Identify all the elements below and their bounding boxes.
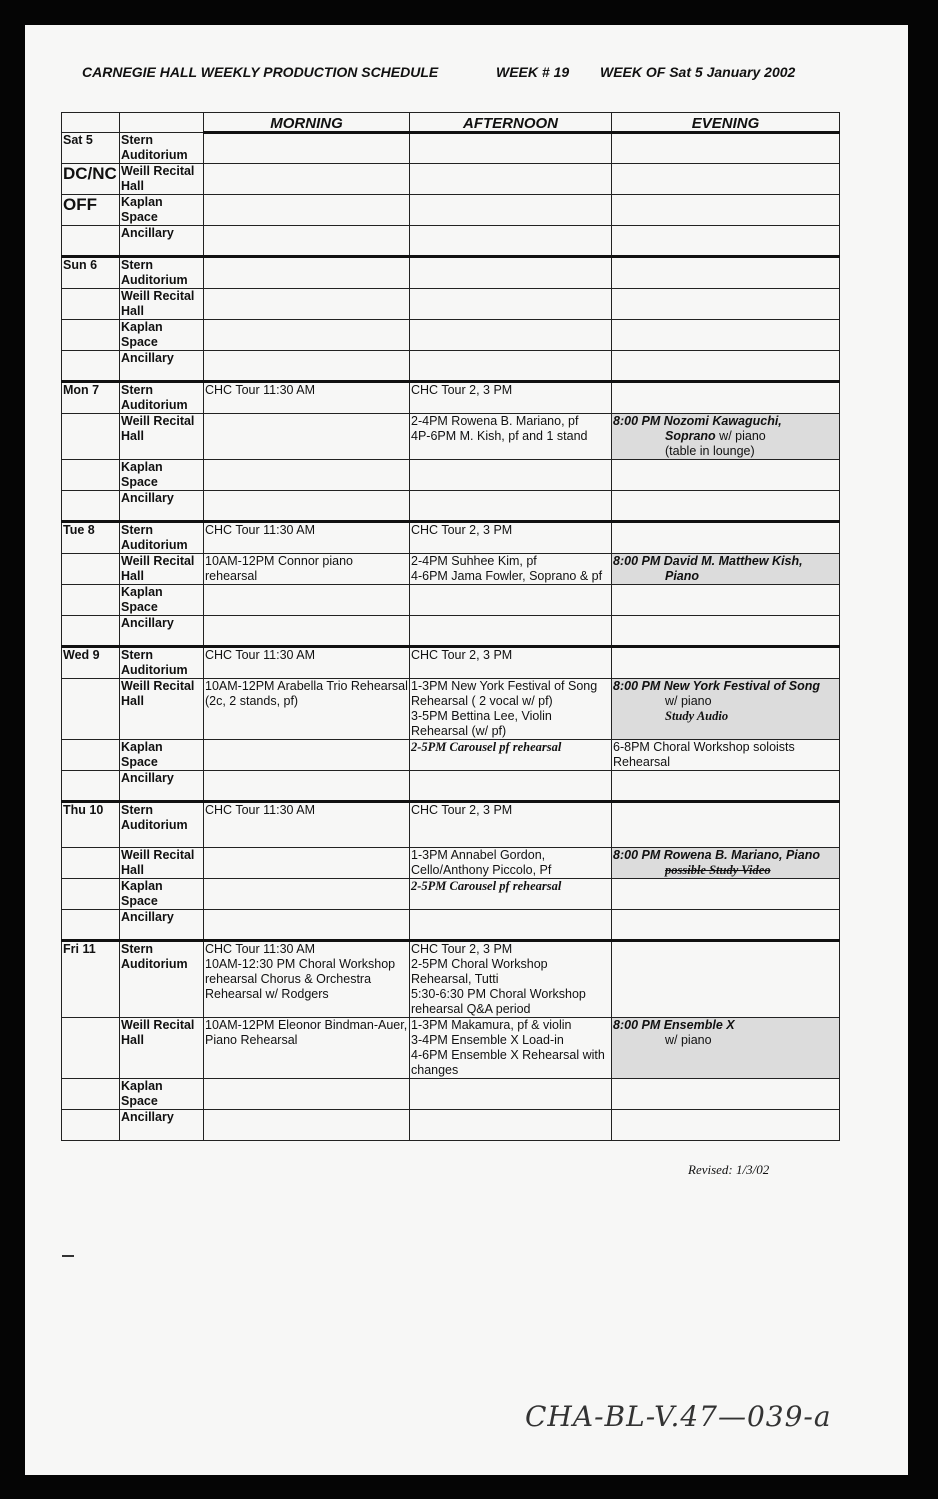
venue-label: Ancillary — [120, 771, 204, 802]
venue-label: Ancillary — [120, 910, 204, 941]
table-row — [62, 585, 840, 616]
venue-label: Ancillary — [120, 1110, 204, 1141]
venue-label: Weill Recital Hall — [120, 848, 204, 879]
schedule-entry: 2-5PM Carousel pf rehearsal — [410, 740, 612, 771]
week-number: WEEK # 19 — [496, 64, 570, 80]
schedule-entry: 4P-6PM M. Kish, pf and 1 stand — [411, 429, 588, 443]
venue-label: Kaplan Space — [120, 460, 204, 491]
evening-event-note: possible Study Video — [665, 863, 771, 877]
venue-label: Kaplan Space — [120, 320, 204, 351]
schedule-entry: CHC Tour 2, 3 PM — [410, 802, 612, 848]
day-note-dcnc: DC/NC — [63, 164, 117, 183]
column-evening: EVENING — [612, 113, 840, 133]
venue-label: Weill Recital Hall — [120, 289, 204, 320]
table-row — [62, 320, 840, 351]
evening-event-detail: w/ piano — [665, 694, 712, 708]
venue-label: Stern Auditorium — [120, 941, 204, 1018]
table-row — [62, 351, 840, 382]
margin-mark — [62, 1255, 74, 1257]
schedule-title: CARNEGIE HALL WEEKLY PRODUCTION SCHEDULE — [82, 64, 439, 80]
table-row — [62, 848, 840, 879]
table-row — [62, 257, 840, 289]
evening-event-title: 8:00 PM David M. Matthew Kish, — [613, 554, 803, 568]
evening-event-title: 8:00 PM Rowena B. Mariano, Piano — [613, 848, 820, 862]
column-afternoon: AFTERNOON — [410, 113, 612, 133]
schedule-entry: CHC Tour 11:30 AM — [204, 382, 410, 414]
venue-label: Weill Recital Hall — [120, 1018, 204, 1079]
table-row — [62, 941, 840, 1018]
archive-id-handwritten: CHA-BL-V.47—039-a — [525, 1400, 832, 1433]
table-row — [62, 289, 840, 320]
venue-label: Weill Recital Hall — [120, 414, 204, 460]
venue-label: Ancillary — [120, 491, 204, 522]
schedule-entry: CHC Tour 11:30 AM — [204, 522, 410, 554]
table-row — [62, 1079, 840, 1110]
schedule-entry: 6-8PM Choral Workshop soloists Rehearsal — [612, 740, 840, 771]
day-label: Sat 5 — [62, 133, 120, 164]
day-label: Thu 10 — [62, 802, 120, 848]
table-row — [62, 802, 840, 848]
table-row — [62, 616, 840, 647]
revision-date: Revised: 1/3/02 — [688, 1162, 770, 1177]
table-row — [62, 226, 840, 257]
schedule-entry: CHC Tour 2, 3 PM — [410, 522, 612, 554]
day-label: Fri 11 — [62, 941, 120, 1018]
day-note-off: OFF — [63, 195, 97, 214]
day-label: Sun 6 — [62, 257, 120, 289]
evening-event-detail: w/ piano — [665, 1033, 712, 1047]
schedule-entry: 4-6PM Jama Fowler, Soprano & pf — [411, 569, 603, 583]
venue-label: Weill Recital Hall — [120, 554, 204, 585]
venue-label: Weill Recital Hall — [120, 679, 204, 740]
schedule-entry: CHC Tour 2, 3 PM — [411, 942, 513, 956]
evening-event-note: (table in lounge) — [665, 444, 755, 458]
schedule-entry: 2-4PM Suhhee Kim, pf — [411, 554, 537, 568]
venue-label: Kaplan Space — [120, 1079, 204, 1110]
column-header-row — [62, 113, 840, 133]
schedule-entry: 2-4PM Rowena B. Mariano, pf — [411, 414, 579, 428]
evening-event-title: 8:00 PM Ensemble X — [613, 1018, 735, 1032]
day-label: Mon 7 — [62, 382, 120, 414]
evening-event-title: 8:00 PM Nozomi Kawaguchi, — [613, 414, 782, 428]
venue-label: Ancillary — [120, 226, 204, 257]
schedule-entry: 1-3PM New York Festival of Song Rehearsal ( 2 vocal w/ pf) — [411, 679, 598, 708]
schedule-entry: 3-4PM Ensemble X Load-in — [411, 1033, 564, 1047]
schedule-table — [61, 112, 840, 1141]
venue-label: Kaplan Space — [120, 879, 204, 910]
table-row — [62, 554, 840, 585]
schedule-entry: 3-5PM Bettina Lee, Violin Rehearsal (w/ pf) — [411, 709, 552, 738]
day-label: Wed 9 — [62, 647, 120, 679]
venue-label: Ancillary — [120, 616, 204, 647]
venue-label: Stern Auditorium — [120, 257, 204, 289]
table-row — [62, 910, 840, 941]
schedule-entry: CHC Tour 2, 3 PM — [410, 382, 612, 414]
week-of: WEEK OF Sat 5 January 2002 — [600, 64, 796, 80]
evening-event-subtitle: Piano — [665, 569, 700, 583]
schedule-entry: 10AM-12PM Eleonor Bindman-Auer, Piano Rehearsal — [204, 1018, 410, 1079]
table-row — [62, 679, 840, 740]
venue-label: Kaplan Space — [120, 740, 204, 771]
schedule-entry: 1-3PM Makamura, pf & violin — [411, 1018, 572, 1032]
venue-label: Stern Auditorium — [120, 382, 204, 414]
table-row — [62, 1018, 840, 1079]
schedule-entry: 10AM-12PM Connor piano rehearsal — [204, 554, 410, 585]
column-morning: MORNING — [204, 113, 410, 133]
table-row — [62, 522, 840, 554]
table-row — [62, 647, 840, 679]
table-row — [62, 740, 840, 771]
venue-label: Kaplan Space — [120, 195, 204, 226]
schedule-entry: 1-3PM Annabel Gordon, Cello/Anthony Piccolo, Pf — [410, 848, 612, 879]
table-row — [62, 1110, 840, 1141]
day-label: Tue 8 — [62, 522, 120, 554]
venue-label: Stern Auditorium — [120, 133, 204, 164]
venue-label: Kaplan Space — [120, 585, 204, 616]
schedule-entry: 10AM-12PM Arabella Trio Rehearsal (2c, 2 stands, pf) — [204, 679, 410, 740]
evening-event-subtitle: Soprano — [665, 429, 716, 443]
table-row — [62, 133, 840, 164]
schedule-entry: CHC Tour 2, 3 PM — [410, 647, 612, 679]
schedule-entry: 5:30-6:30 PM Choral Workshop rehearsal Q&A period — [411, 987, 586, 1016]
schedule-entry: 10AM-12:30 PM Choral Workshop rehearsal Chorus & Orchestra Rehearsal w/ Rodgers — [205, 957, 396, 1001]
evening-event-detail: w/ piano — [715, 429, 766, 443]
venue-label: Ancillary — [120, 351, 204, 382]
evening-event-title: 8:00 PM New York Festival of Song — [613, 679, 821, 693]
venue-label: Stern Auditorium — [120, 522, 204, 554]
schedule-entry: CHC Tour 11:30 AM — [204, 647, 410, 679]
table-row — [62, 382, 840, 414]
table-row — [62, 879, 840, 910]
venue-label: Weill Recital Hall — [120, 164, 204, 195]
schedule-entry: 2-5PM Choral Workshop Rehearsal, Tutti — [411, 957, 548, 986]
schedule-entry: 2-5PM Carousel pf rehearsal — [410, 879, 612, 910]
table-row — [62, 414, 840, 460]
schedule-entry: 4-6PM Ensemble X Rehearsal with changes — [411, 1048, 605, 1077]
table-row — [62, 164, 840, 195]
venue-label: Stern Auditorium — [120, 802, 204, 848]
evening-event-note: Study Audio — [665, 709, 729, 723]
venue-label: Stern Auditorium — [120, 647, 204, 679]
table-row — [62, 491, 840, 522]
table-row — [62, 195, 840, 226]
table-row — [62, 771, 840, 802]
schedule-entry: CHC Tour 11:30 AM — [204, 802, 410, 848]
schedule-entry: CHC Tour 11:30 AM — [205, 942, 316, 956]
table-row — [62, 460, 840, 491]
